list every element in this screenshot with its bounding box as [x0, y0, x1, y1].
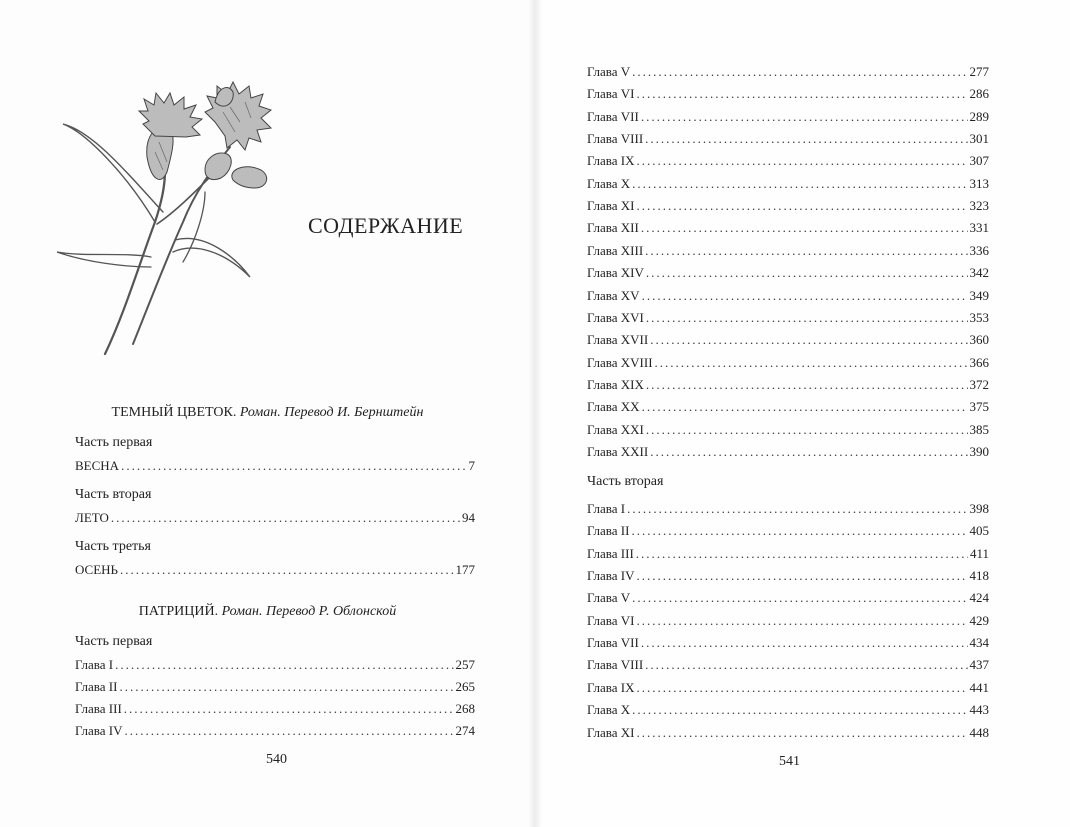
leader-dots: [642, 397, 968, 417]
toc-chapter[interactable]: [587, 521, 989, 541]
leader-dots: [627, 499, 967, 519]
leader-dots: [632, 588, 967, 608]
toc-chapter-label: Глава IX: [587, 679, 635, 695]
toc-chapter-label: Глава XIII: [587, 242, 644, 258]
leader-dots: [632, 174, 967, 194]
toc-chapter[interactable]: [587, 375, 989, 395]
toc-chapter[interactable]: [587, 218, 989, 238]
toc-chapter[interactable]: [587, 723, 989, 743]
toc-chapter[interactable]: [75, 677, 475, 697]
leader-dots: [637, 84, 968, 104]
toc-entry-summer[interactable]: [75, 508, 475, 528]
toc-chapter-label: Глава VII: [587, 635, 639, 651]
toc-chapter-label: Глава I: [75, 657, 114, 672]
toc-chapter-label: Глава XII: [587, 220, 639, 236]
toc-chapter[interactable]: [587, 196, 989, 216]
toc-chapter-page: 331: [969, 220, 989, 236]
toc-chapter-page: 289: [969, 108, 989, 124]
toc-chapter-label: Глава XI: [587, 198, 635, 214]
leader-dots: [645, 129, 967, 149]
toc-chapter[interactable]: [587, 700, 989, 720]
leader-dots: [646, 420, 968, 440]
toc-chapter-label: Глава IX: [587, 153, 635, 169]
toc-chapter[interactable]: [587, 397, 989, 417]
work-subtitle: Роман. Перевод Р. Облонской: [221, 604, 397, 619]
leader-dots: [646, 263, 968, 283]
toc-chapter-label: Глава XI: [587, 724, 635, 740]
toc-chapter-page: 353: [969, 309, 989, 325]
toc-chapter-label: Глава VI: [587, 612, 635, 628]
leader-dots: [655, 353, 968, 373]
leader-dots: [111, 508, 460, 528]
toc-chapter[interactable]: [587, 442, 989, 462]
leader-dots: [632, 62, 967, 82]
toc-chapter-page: 257: [455, 657, 475, 672]
toc-chapter-page: 429: [969, 612, 989, 628]
toc-chapter[interactable]: [587, 420, 989, 440]
toc-chapter-label: Глава VIII: [587, 131, 644, 147]
part-label: Часть вторая: [75, 487, 152, 502]
toc-chapter[interactable]: [587, 62, 989, 82]
toc-chapter-page: 286: [969, 86, 989, 102]
toc-chapter-label: Глава VI: [587, 86, 635, 102]
work-subtitle: Роман. Перевод И. Бернштейн: [239, 405, 424, 420]
leader-dots: [121, 456, 466, 476]
toc-chapter[interactable]: [587, 353, 989, 373]
toc-chapter-label: Глава VII: [587, 108, 639, 124]
leader-dots: [115, 655, 453, 675]
toc-chapter-page: 301: [969, 131, 989, 147]
toc-chapter[interactable]: [587, 588, 989, 608]
leader-dots: [641, 107, 968, 127]
toc-chapter-page: 277: [969, 64, 989, 79]
toc-chapter[interactable]: [587, 107, 989, 127]
carnation-illustration: [55, 62, 325, 357]
toc-chapter-page: 424: [969, 590, 989, 606]
leader-dots: [637, 196, 968, 216]
toc-chapter-label: Глава V: [587, 590, 631, 606]
toc-chapter[interactable]: [75, 699, 475, 719]
toc-entry-page: 94: [462, 510, 475, 525]
leader-dots: [650, 442, 967, 462]
contents-title: СОДЕРЖАНИЕ: [308, 213, 464, 238]
toc-chapter-label: Глава X: [587, 175, 631, 191]
page-number: 541: [779, 754, 800, 769]
toc-entry-page: 177: [455, 562, 475, 577]
toc-chapter[interactable]: [75, 655, 475, 675]
leader-dots: [636, 544, 968, 564]
toc-chapter-page: 375: [969, 399, 989, 415]
toc-entry-spring[interactable]: [75, 456, 475, 476]
leader-dots: [637, 611, 968, 631]
toc-chapter-page: 437: [969, 657, 989, 673]
toc-chapter-page: 434: [969, 635, 989, 651]
toc-chapter[interactable]: [587, 151, 989, 171]
toc-chapter-page: 443: [969, 702, 989, 718]
leader-dots: [650, 330, 967, 350]
toc-chapter-label: Глава XIX: [587, 376, 644, 392]
toc-chapter[interactable]: [587, 678, 989, 698]
leader-dots: [119, 677, 453, 697]
leader-dots: [641, 218, 968, 238]
work-title-patrician: [0, 604, 535, 620]
toc-chapter-label: Глава IV: [75, 723, 123, 738]
toc-chapter-label: Глава XVI: [587, 309, 644, 325]
leader-dots: [646, 308, 968, 328]
toc-chapter-page: 372: [969, 376, 989, 392]
toc-chapter[interactable]: [587, 129, 989, 149]
page-number: 540: [266, 752, 287, 767]
toc-chapter-label: Глава III: [587, 545, 634, 561]
leader-dots: [645, 655, 967, 675]
toc-chapter-page: 360: [969, 332, 989, 348]
leader-dots: [646, 375, 968, 395]
toc-entry-label: ВЕСНА: [75, 458, 120, 473]
right-page: [535, 0, 1070, 827]
leader-dots: [631, 521, 967, 541]
toc-chapter-page: 265: [455, 679, 475, 694]
toc-chapter-page: 268: [455, 701, 475, 716]
toc-chapter[interactable]: [587, 330, 989, 350]
toc-chapter-page: 405: [969, 523, 989, 539]
toc-chapter[interactable]: [587, 84, 989, 104]
toc-chapter-page: 418: [969, 568, 989, 584]
toc-chapter[interactable]: [587, 263, 989, 283]
toc-entry-label: ОСЕНЬ: [75, 562, 119, 577]
toc-chapter-label: Глава X: [587, 702, 631, 718]
toc-chapter[interactable]: [587, 655, 989, 675]
toc-chapter-page: 398: [969, 501, 989, 516]
work-title-text: ПАТРИЦИЙ.: [138, 604, 219, 619]
toc-chapter[interactable]: [587, 174, 989, 194]
leader-dots: [120, 560, 453, 580]
toc-chapter-page: 349: [969, 287, 989, 303]
toc-chapter[interactable]: [587, 308, 989, 328]
toc-chapter[interactable]: [587, 241, 989, 261]
toc-chapter-label: Глава V: [587, 64, 631, 79]
toc-chapter-label: Глава II: [75, 679, 118, 694]
leader-dots: [637, 678, 968, 698]
leader-dots: [641, 633, 968, 653]
leader-dots: [125, 721, 454, 741]
toc-chapter-label: Глава I: [587, 501, 626, 516]
toc-chapter-page: 390: [969, 443, 989, 459]
toc-chapter-page: 366: [969, 354, 989, 370]
work-title-text: ТЕМНЫЙ ЦВЕТОК.: [111, 405, 237, 420]
toc-chapter-label: Глава XXII: [587, 443, 649, 459]
book-gutter-shadow: [528, 0, 542, 827]
toc-chapter[interactable]: [587, 499, 989, 519]
leader-dots: [632, 700, 967, 720]
toc-chapter-label: Глава XX: [587, 399, 640, 415]
toc-chapter[interactable]: [587, 286, 989, 306]
leader-dots: [637, 566, 968, 586]
toc-chapter[interactable]: [587, 611, 989, 631]
leader-dots: [637, 723, 968, 743]
toc-chapter-label: Глава III: [75, 701, 122, 716]
toc-chapter-page: 342: [969, 265, 989, 281]
toc-chapter-label: Глава II: [587, 523, 630, 539]
leader-dots: [124, 699, 454, 719]
leader-dots: [645, 241, 967, 261]
work-title-dark-flower: [0, 405, 535, 421]
toc-chapter-label: Глава XV: [587, 287, 640, 303]
toc-chapter-page: 274: [455, 723, 475, 738]
toc-chapter-page: 448: [969, 724, 989, 740]
toc-entry-page: 7: [468, 458, 475, 473]
toc-chapter-label: Глава XVIII: [587, 354, 653, 370]
part-label: Часть первая: [75, 634, 153, 649]
toc-chapter[interactable]: [587, 633, 989, 653]
toc-chapter-label: Глава XVII: [587, 332, 649, 348]
toc-chapter-label: Глава XIV: [587, 265, 644, 281]
toc-chapter-page: 307: [969, 153, 989, 169]
part-label: Часть третья: [75, 539, 151, 554]
toc-entry-label: ЛЕТО: [75, 510, 109, 525]
part-label: Часть вторая: [587, 474, 664, 489]
toc-chapter-label: Глава IV: [587, 568, 635, 584]
toc-chapter-page: 336: [969, 242, 989, 258]
toc-chapter-page: 313: [969, 175, 989, 191]
leader-dots: [642, 286, 968, 306]
toc-chapter-label: Глава VIII: [587, 657, 644, 673]
toc-entry-autumn[interactable]: [75, 560, 475, 580]
toc-chapter[interactable]: [587, 566, 989, 586]
toc-chapter-page: 323: [969, 198, 989, 214]
leader-dots: [637, 151, 968, 171]
toc-chapter[interactable]: [587, 544, 989, 564]
toc-chapter-page: 441: [969, 679, 989, 695]
part-label: Часть первая: [75, 435, 153, 450]
toc-chapter-page: 411: [969, 545, 989, 561]
toc-chapter[interactable]: [75, 721, 475, 741]
toc-chapter-label: Глава XXI: [587, 421, 644, 437]
toc-chapter-page: 385: [969, 421, 989, 437]
